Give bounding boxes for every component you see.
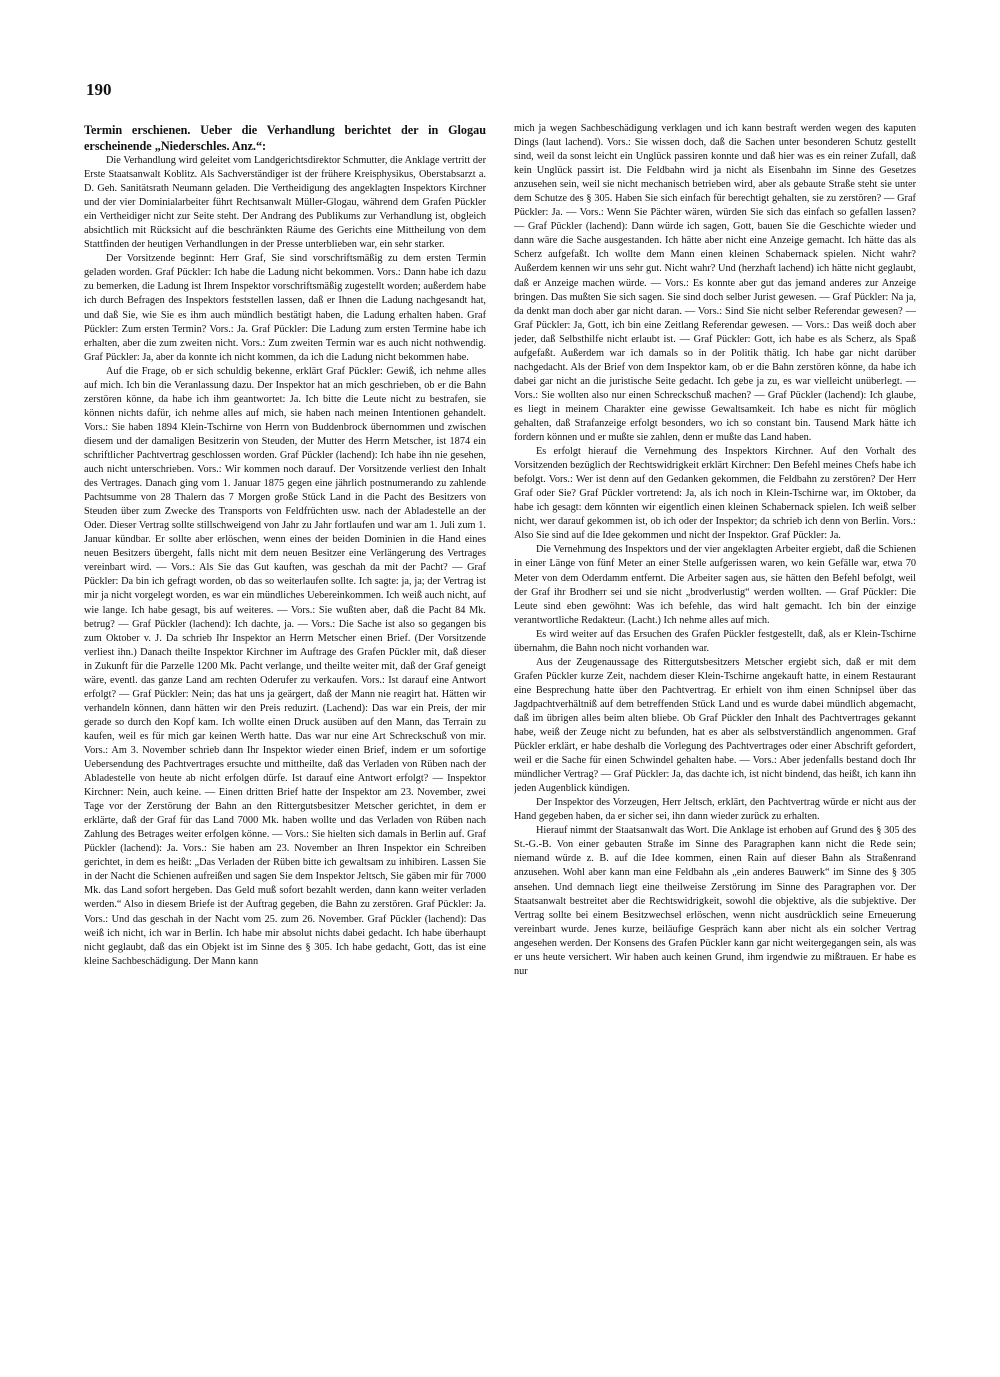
paragraph: Aus der Zeugenaussage des Rittergutsbesitzers Metscher ergiebt sich, daß er mit dem Grafen Pückler kurze Zeit, nachdem dieser Klein-Tschirne angekauft hatte, in einem Restaurant eine Besprechung hatte über den Pachtvertrag. Er erhielt von ihm einen Schnipsel über das Jagdpachtverhältniß auf dem betreffenden Stück Land und es wurde dabei mündlich abgemacht, daß im übrigen alles beim alten bliebe. Ob Graf Pückler den Inhalt des Pachtvertrages gekannt habe, weiß der Zeuge nicht zu befunden, hat es aber als selbstverständlich angenommen. Graf Pückler erklärt, er habe deshalb die Vorlegung des Pachtvertrages oder einer Abschrift gefordert, weil er die Sache für einen Schwindel gehalten habe. — Vors.: Aber jedenfalls bestand doch Ihr mündlicher Vertrag? — Graf Pückler: Ja, das dachte ich, ist nicht bindend, das heißt, ich kann ihn jeden Augenblick kündigen.: [514, 656, 916, 795]
paragraph: Es erfolgt hierauf die Vernehmung des Inspektors Kirchner. Auf den Vorhalt des Vorsitzenden bezüglich der Rechtswidrigkeit erklärt Kirchner: Den Befehl meines Chefs habe ich befolgt. Vors.: Wer ist denn auf den Gedanken gekommen, die Feldbahn zu zerstören? Der Herr Graf oder Sie? Graf Pückler vortretend: Ja, als ich noch in Klein-Tschirne war, im Oktober, da habe ich gesagt: dem könnten wir eigentlich einen kleinen Schabernack spielen. Ich weiß selber nicht, wer darauf gekommen ist, ob ich oder der Inspektor; da schrieb ich denn von Berlin. Vors.: Also Sie sind auf die Idee gekommen und nicht der Inspektor. Graf Pückler: Ja.: [514, 446, 916, 542]
paragraph: Der Inspektor des Vorzeugen, Herr Jeltsch, erklärt, den Pachtvertrag würde er nicht aus der Hand gegeben haben, da er sicher sei, ihn dann wieder zurück zu erhalten.: [514, 797, 916, 823]
paragraph: Auf die Frage, ob er sich schuldig bekenne, erklärt Graf Pückler: Gewiß, ich nehme alles auf mich. Ich bin die Veranlassung dazu. Der Inspektor hat an mich geschrieben, ob er die Bahn zerstören könne, da habe ich ihm geantwortet: Ja. Ich bitte die Leute nicht zu bestrafen, sie können nichts dafür, ich nehme alles auf mich, sie haben nach meinen Intentionen gehandelt. Vors.: Sie haben 1894 Klein-Tschirne von Herrn von Buddenbrock übernommen und zwischen diesem und der damaligen Besitzerin von Steuden, der Mutter des Herrn Metscher, ist 1874 ein schriftlicher Pachtvertrag geschlossen worden. Graf Pückler (lachend): Ich habe ihn nie gesehen, auch nicht unterschrieben. Vors.: Wir kommen noch darauf. Der Vorsitzende verliest den Inhalt des Vertrages. Danach ging vom 1. Januar 1875 gegen eine jährlich postnumerando zu zahlende Pachtsumme von 28 Thalern das 7 Morgen große Stück Land in die Pacht des Besitzers von Steuden über zum Zwecke des Transports von Feldfrüchten usw. nach der Abladestelle an der Oder. Dieser Vertrag sollte stillschweigend von Jahr zu Jahr fortlaufen und war am 1. Juli zum 1. Januar kündbar. Er sollte aber erlöschen, wenn eines der beiden Dominien in die Hand eines neuen Besitzers übergeht, falls nicht mit dem neuen Besitzer eine Verlängerung des Vertrages vereinbart wird. — Vors.: Als Sie das Gut kauften, was geschah da mit der Pacht? — Graf Pückler: Da bin ich gefragt worden, ob das so weiterlaufen sollte. Ich sagte: ja, ja; der Vertrag ist mir ja nicht vorgelegt worden, es war ein mündliches Uebereinkommen. Ich weiß auch nicht, auf wie lange. Ich habe gesagt, bis auf weiteres. — Vors.: Sie wußten aber, daß die Pacht 84 Mk. betrug? — Graf Pückler (lachend): Ich dachte, ja. — Vors.: Die Sache ist also so gegangen bis zum Oktober v. J. Da schrieb Ihr Inspektor an Herrn Metscher einen Brief. (Der Vorsitzende verliest ihn.) Danach theilte Inspektor Kirchner im Auftrage des Grafen Pückler mit, daß dieser in Zukunft für die Parzelle 1200 Mk. Pacht verlange, und theilte weiter mit, daß der Graf geneigt wäre, eventl. das ganze Land am rechten Oderufer zu verkaufen. Vors.: Ist darauf eine Antwort erfolgt? — Graf Pückler: Nein; das hat uns ja geärgert, daß der Mann nie reagirt hat. Hätten wir verhandeln können, dann hätten wir den Preis reduzirt. (Lachend): Das war ein Preis, der mir gerade so durch den Kopf kam. Ich wollte einen Druck ausüben auf den Mann, das Terrain zu kaufen, weil es für mich gar keinen Werth hatte. Das war nur eine Art Schreckschuß von mir. Vors.: Am 3. November schrieb dann Ihr Inspektor wieder einen Brief, indem er um sofortige Uebersendung des Pachtvertrages ersuchte und mittheilte, daß das Verladen von Rüben nach der Abladestelle von heute ab nicht erfolgen dürfe. Ist darauf eine Antwort erfolgt? — Inspektor Kirchner: Nein, auch keine. — Einen dritten Brief hatte der Inspektor am 23. November, zwei Tage vor der Zerstörung der Bahn an den Rittergutsbesitzer Metscher gerichtet, in dem er erklärte, daß der Graf für das Land 7000 Mk. haben wollte und das Verladen von Rüben nach Zahlung des Betrages weiter erfolgen könne. — Vors.: Sie hielten sich damals in Berlin auf. Graf Pückler (lachend): Ja. Vors.: Sie haben am 23. November an Ihren Inspektor ein Schreiben gerichtet, in dem es heißt: „Das Verladen der Rüben bitte ich gewaltsam zu inhibiren. Lassen Sie in der Nacht die Schienen aufreißen und sagen Sie dem Inspektor Jeltsch, Sie gäben mir für 7000 Mk. das Land sofort hergeben. Das Geld muß sofort bezahlt werden, dann kann weiter verladen werden.“ Also in diesem Briefe ist der Auftrag gegeben, die Bahn zu zerstören. Graf Pückler: Ja. Vors.: Und das geschah in der Nacht vom 25. zum 26. November. Graf Pückler (lachend): Das weiß ich nicht, ich war in Berlin. Ich habe mir absolut nichts dabei gedacht. Ich habe überhaupt nicht geglaubt, daß das ein Objekt ist im Sinne des § 305. Ich habe gedacht, Gott, das ist eine kleine Sachbeschädigung. Der Mann kann: [84, 365, 486, 967]
paragraph: Der Vorsitzende beginnt: Herr Graf, Sie sind vorschriftsmäßig zu dem ersten Termin geladen worden. Graf Pückler: Ich habe die Ladung nicht bekommen. Vors.: Dann habe ich dazu zu bemerken, die Ladung ist Ihrem Inspektor vorschriftsmäßig zugestellt worden; außerdem habe ich durch Befragen des Inspektors feststellen lassen, daß er Ihnen die Ladung nachgesandt hat, und daß Sie, wie Sie es ihm auch mündlich bestätigt haben, die Ladung erhalten haben. Graf Pückler: Zum ersten Termin? Vors.: Ja. Graf Pückler: Die Ladung zum ersten Termine habe ich erhalten, aber die zum zweiten nicht. Vors.: Zum zweiten Termin war es auch nicht nothwendig. Graf Pückler: Ja, aber da konnte ich nicht kommen, da ich die Ladung nicht bekommen habe.: [84, 253, 486, 363]
paragraph: Hierauf nimmt der Staatsanwalt das Wort. Die Anklage ist erhoben auf Grund des § 305 des St.-G.-B. Von einer gebauten Straße im Sinne des Paragraphen kann nicht die Rede sein; niemand würde z. B. auf die Idee kommen, einen Rain auf dieser Bahn als Straßenrand anzusehen. Wohl aber kann man eine Feldbahn als „ein anderes Bauwerk“ im Sinne des § 305 ansehen. Und demnach liegt eine theilweise Zerstörung im Sinne des Paragraphen vor. Der Staatsanwalt bestreitet aber die Rechtswidrigkeit, sowohl die objektive, als die subjektive. Der Vertrag sollte bei einem Besitzwechsel erlöschen, wenn nicht ausdrücklich seine Erneuerung vereinbart wurde. Jenes kurze, beiläufige Gespräch kann aber nicht als ein solcher Vertrag angesehen werden. Der Konsens des Grafen Pückler kann gar nicht weitergegangen sein, als was er uns heute versichert. Wir haben auch keinen Grund, ihm irgendwie zu mißtrauen. Er habe es nur: [514, 825, 916, 977]
right-column: [514, 122, 916, 1334]
lead-paragraph: Termin erschienen. Ueber die Verhandlung berichtet der in Glogau erscheinende „Niederschles. Anz.“:: [84, 123, 486, 153]
paragraph: Es wird weiter auf das Ersuchen des Grafen Pückler festgestellt, daß, als er Klein-Tschirne übernahm, die Bahn noch nicht vorhanden war.: [514, 628, 916, 654]
paragraph-continued: mich ja wegen Sachbeschädigung verklagen und ich kann bestraft werden wegen des kaputen Dings (laut lachend). Vors.: Sie wissen doch, daß die Sachen unter besonderen Schutz gestellt sind, weil da sonst leicht ein Unglück passiren konnte und daß hier was es ein reiner Zufall, daß kein Unglück passirt ist. Die Feldbahn wird ja nicht als Eisenbahn im Sinne des Gesetzes anzusehen sein, weil sie nicht mechanisch betrieben wird, aber als gebaute Straße steht sie unter dem Schutze des § 305. Haben Sie sich einfach für berechtigt gehalten, sie zu zerstören? — Graf Pückler: Ja. — Vors.: Wenn Sie Pächter wären, würden Sie sich das einfach so gefallen lassen? — Graf Pückler (lachend): Dann würde ich sagen, Gott, bauen Sie die Geschichte wieder und dann wäre die Sache ausgestanden. Ich hätte aber nicht eine Anzeige gemacht. Ich hätte das als Scherz aufgefaßt. Ich wollte dem Mann einen kleinen Schabernack spielen. Nicht wahr? Außerdem kennen wir uns sehr gut. Nicht wahr? Und (herzhaft lachend) ich hätte nicht geglaubt, daß er Anzeige machen würde. — Vors.: Es konnte aber gut das jemand anderes zur Anzeige bringen. Das mußten Sie sich sagen. Sie sind doch selber Jurist gewesen. — Graf Pückler: Na ja, da denkt man doch aber gar nicht daran. — Vors.: Sind Sie nicht selber Referendar gewesen? — Graf Pückler: Ja, Gott, ich bin eine Zeitlang Referendar gewesen. — Vors.: Das weiß doch aber jeder, daß Selbsthilfe nicht erlaubt ist. — Graf Pückler: Gott, ich habe es als Scherz, als Spaß aufgefaßt. Außerdem war ich damals so in der Politik thätig. Ich habe gar nicht darüber nachgedacht. Als der Brief von dem Inspektor kam, ob er die Bahn zerstören könne, da habe ich dabei gar nicht an die juristische Seite gedacht. Ich gebe ja zu, es war vielleicht unüberlegt. — Vors.: Sie wollten also nur einen Schreckschuß machen? — Graf Pückler (lachend): Ich glaube, es liegt in meinem Charakter eine gewisse Gewaltsamkeit. Ich habe es nicht für möglich gehalten, daß Strafanzeige erfolgt besonders, wo ich so constant bin. Tausend Mark hätte ich fordern können und er mußte sie zahlen, denn er mußte das Land haben.: [514, 123, 916, 444]
paragraph: Die Verhandlung wird geleitet vom Landgerichtsdirektor Schmutter, die Anklage vertritt der Erste Staatsanwalt Koblitz. Als Sachverständiger ist der frühere Kreisphysikus, Oberstabsarzt a. D. Geh. Sanitätsrath Neumann geladen. Die Vertheidigung des angeklagten Inspektors Kirchner und der vier Dominialarbeiter führt Rechtsanwalt Müller-Glogau, während dem Grafen Pückler ein Vertheidiger nicht zur Seite steht. Der Andrang des Publikums zur Verhandlung ist, obgleich absichtlich mit Rücksicht auf die beschränkten Räume des Gerichts eine Mittheilung von dem Stattfinden der heutigen Verhandlungen in der Presse unterblieben war, ein sehr starker.: [84, 155, 486, 251]
left-column: [84, 122, 486, 1334]
page-number: 190: [86, 80, 112, 99]
paragraph: Die Vernehmung des Inspektors und der vier angeklagten Arbeiter ergiebt, daß die Schienen in einer Länge von fünf Meter an einer Stelle aufgerissen waren, wo kein Gefälle war, etwa 70 Meter von dem Oderdamm entfernt. Die Arbeiter sagen aus, sie hätten den Befehl befolgt, weil der Graf ihr Brodherr sei und sie nicht „brodverlustig“ werden wollten. — Graf Pückler: Die Leute sind eben gewöhnt: Was ich befehle, das wird halt gemacht. Ich bin der einzige verantwortliche Redakteur. (Lacht.) Ich nehme alles auf mich.: [514, 544, 916, 626]
